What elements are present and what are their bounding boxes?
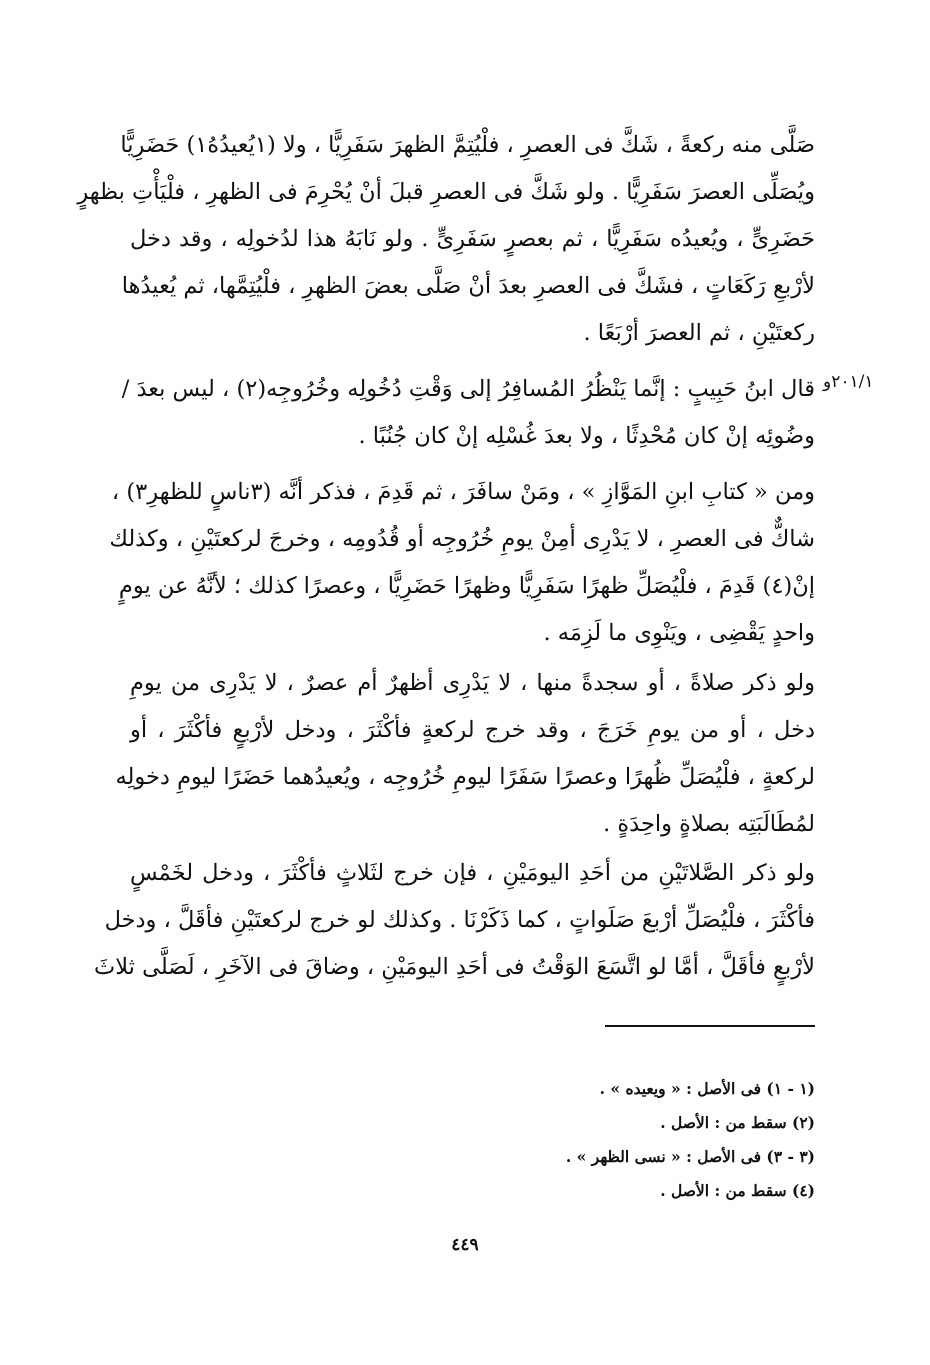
footnote-2: (٢) سقط من : الأصل . [660, 1113, 815, 1132]
text-line: صَلَّى منه ركعةً ، شَكَّ فى العصرِ ، فلْيُتِمَّ الظهرَ سَفَرِيًّا ، ولا (١يُعيدُهُ١) حَضَرِيًّا [120, 132, 815, 158]
text-line: ركعتَيْنِ ، ثم العصرَ أرْبَعًا . [583, 320, 815, 346]
paragraph-1 [77, 122, 815, 357]
paragraph-5 [94, 850, 815, 991]
text-line: لركعةٍ ، فلْيُصَلِّ ظُهرًا وعصرًا سَفَرًا ليومِ خُرُوجِه ، ويُعيدُهما حَضَرًا ليومِ دخولِه [115, 764, 815, 790]
text-line: وضُوئِه إنْ كان مُحْدِثًا ، ولا بعدَ غُسْلِه إنْ كان جُنُبًا . [358, 423, 815, 449]
text-line: ولو ذكر صلاةً ، أو سجدةً منها ، لا يَدْرِى أظهرٌ أم عصرٌ ، لا يَدْرِى من يومِ [130, 670, 815, 696]
footnote-4: (٤) سقط من : الأصل . [660, 1181, 815, 1200]
paragraph-2 [121, 366, 815, 460]
text-line: ولو ذكر الصَّلاتَيْنِ من أحَدِ اليومَيْنِ ، فإن خرج لثَلاثٍ فأكْثَرَ ، ودخل لخَمْسٍ [130, 860, 815, 886]
footnote-1: (١ - ١) فى الأصل : « ويعيده » . [599, 1079, 815, 1098]
text-line: لمُطَالَبَتِه بصلاةٍ واحِدَةٍ . [603, 811, 815, 837]
text-line: فأكْثَرَ ، فلْيُصَلِّ أرْبعَ صَلَواتٍ ، كما ذَكَرْنَا . وكذلك لو خرج لركعتَيْنِ فأقَلَّ ، ودخل [104, 907, 815, 933]
page-number: ٤٤٩ [451, 1235, 479, 1255]
text-line: قال ابنُ حَبِيبٍ : إنَّما يَنْظُرُ المُسافِرُ إلى وَقْتِ دُخُولِه وخُرُوجِه(٢) ، ليس بعدَ / [121, 376, 815, 402]
text-line: واحدٍ يَقْضِى ، ويَنْوِى ما لَزِمَه . [543, 620, 815, 646]
paragraph-4 [115, 660, 815, 848]
folio-margin-note: ٢٠١/١و [823, 372, 874, 392]
text-line: شاكٌّ فى العصرِ ، لا يَدْرِى أمِنْ يومِ خُرُوجِه أو قُدُومِه ، وخرجَ لركعتَيْنِ ، وكذلك [109, 526, 815, 552]
footnote-divider [605, 1025, 815, 1027]
text-line: ويُصَلِّى العصرَ سَفَرِيًّا . ولو شَكَّ فى العصرِ قبلَ أنْ يُحْرِمَ فى الظهرِ ، فلْيَأْتِ بظهرٍ [77, 179, 815, 205]
paragraph-3 [109, 469, 815, 657]
text-line: إنْ(٤) قَدِمَ ، فلْيُصَلِّ ظهرًا سَفَرِيًّا وظهرًا حَضَرِيًّا ، وعصرًا كذلك ؛ لأنَّهُ عن يومٍ [118, 573, 815, 599]
text-line: ومن « كتابِ ابنِ المَوَّازِ » ، ومَنْ سافَرَ ، ثم قَدِمَ ، فذكر أنَّه (٣ناسٍ للظهرِ٣) ، [111, 479, 815, 505]
text-line: دخل ، أو من يومِ خَرَجَ ، وقد خرج لركعةٍ فأكْثَرَ ، ودخل لأرْبعٍ فأكْثَرَ ، أو [130, 717, 815, 743]
text-line: لأرْبعِ رَكَعَاتٍ ، فشَكَّ فى العصرِ بعدَ أنْ صَلَّى بعضَ الظهرِ ، فلْيُتِمَّها، ثم يُعيدُها [121, 273, 815, 299]
footnote-3: (٣ - ٣) فى الأصل : « نسى الظهر » . [565, 1147, 815, 1166]
text-line: حَضَرِىٍّ ، ويُعيدُه سَفَرِيًّا ، ثم بعصرٍ سَفَرِىٍّ . ولو نَابَهُ هذا لدُخولِه ، وقد دخل [130, 226, 815, 252]
footnotes [400, 1072, 815, 1208]
text-line: لأرْبعٍ فأقَلَّ ، أمَّا لو اتَّسَعَ الوَقْتُ فى أحَدِ اليومَيْنِ ، وضاقَ فى الآخَرِ ، لَصَلَّى ثلاثَ [94, 954, 815, 980]
